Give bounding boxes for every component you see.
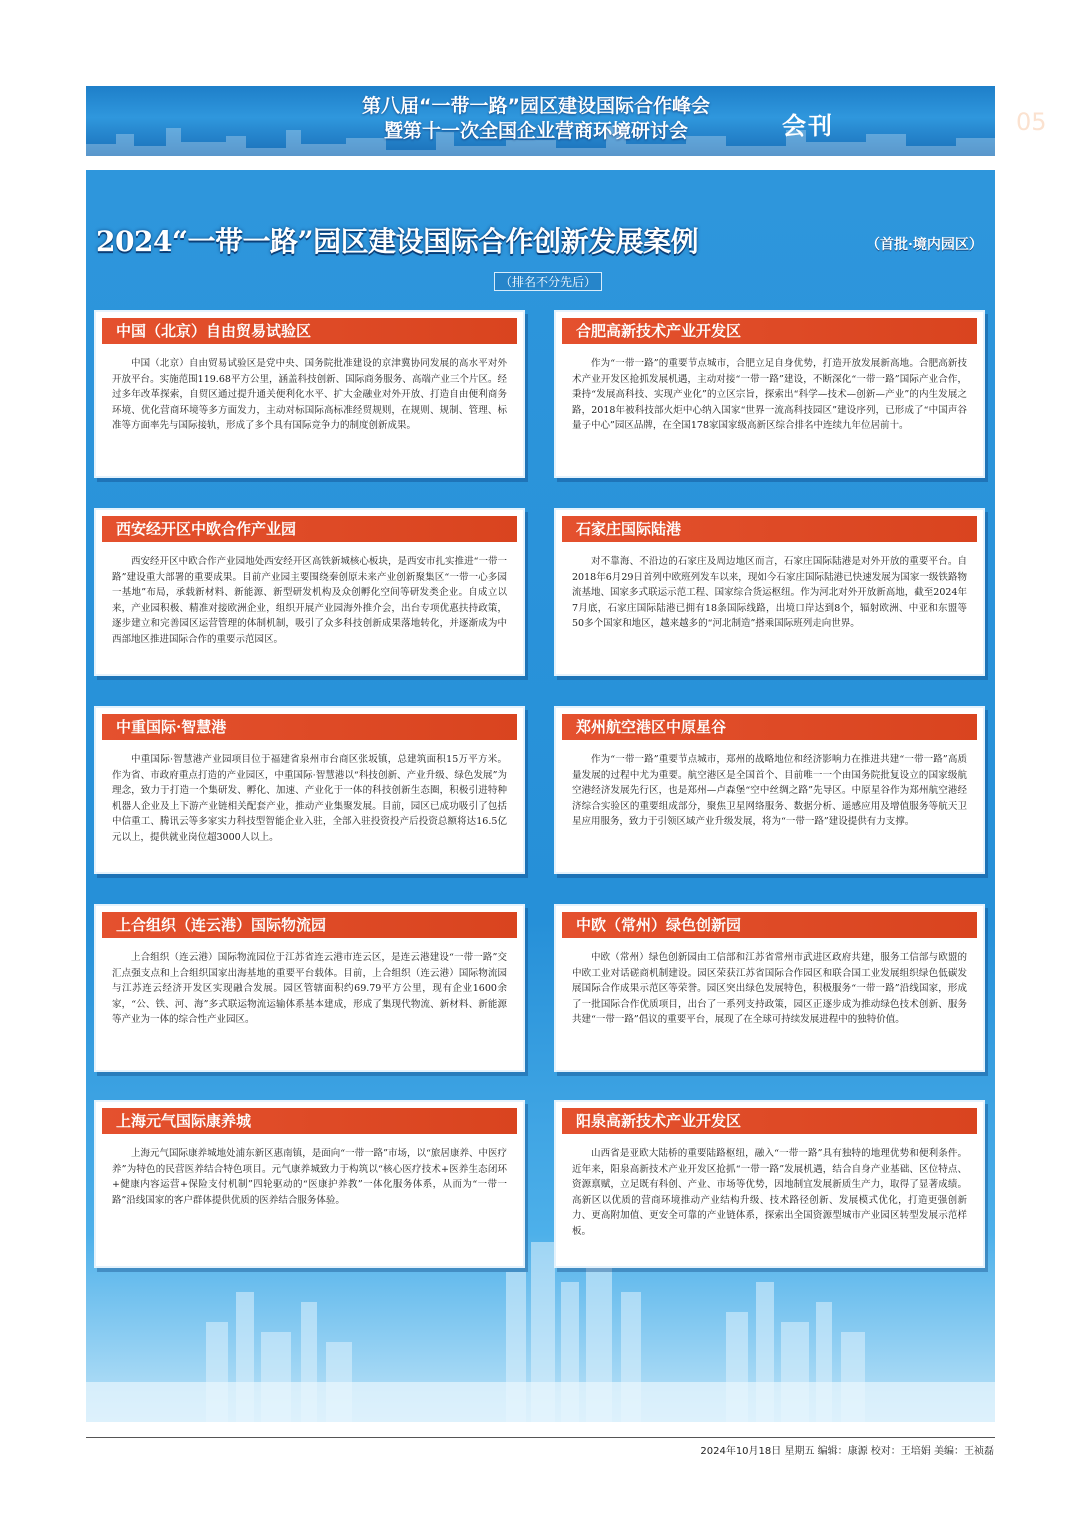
summit-title [296,94,776,144]
case-card-zhongzhong-smart-port [96,708,523,872]
case-title: 中重国际·智慧港 [102,714,517,740]
case-description: 上合组织（连云港）国际物流园位于江苏省连云港市连云区，是连云港建设“一带一路”交汇点强支点和上合组织国家出海基地的重要平台载体。目前，上合组织（连云港）国际物流园与江苏连云经济开发区实现融合发展。园区管辖面积约69.79平方公里，现有企业1600余家，“公、铁、河、海”多式联运物流运输体系基本建成，形成了集现代物流、新材料、新能源等产业为一体的综合性产业园区。 [112,952,507,1025]
poster-title-note: （首批·境内园区） [866,237,983,253]
case-card-zhengzhou-star-valley [556,708,983,872]
case-description: 中欧（常州）绿色创新园由工信部和江苏省常州市武进区政府共建，服务工信部与欧盟的中欧工业对话磋商机制建设。园区荣获江苏省国际合作园区和联合国工业发展组织绿色低碳发展国际合作成果示范区等荣誉。园区突出绿色发展特色，积极服务“一带一路”沿线国家，形成了一批国际合作优质项目，出台了一系列支持政策，园区正逐步成为推动绿色技术创新、服务共建“一带一路”倡议的重要平台，展现了在全球可持续发展进程中的独特价值。 [572,952,967,1025]
case-title: 中国（北京）自由贸易试验区 [102,318,517,344]
case-title: 西安经开区中欧合作产业园 [102,516,517,542]
summit-title-line2: 暨第十一次全国企业营商环境研讨会 [383,120,688,142]
case-title: 上合组织（连云港）国际物流园 [102,912,517,938]
case-description: 西安经开区中欧合作产业园地处西安经开区高铁新城核心板块，是西安市扎实推进“一带一路”建设重大部署的重要成果。目前产业园主要围绕秦创原未来产业创新聚集区“一带一心多园一基地”布局，承载新材料、新能源、新型研发机构及众创孵化空间等研发类企业。自成立以来，产业园积极、精准对接欧洲企业，组织开展产业园海外推介会，出台专项优惠扶持政策，逐步建立和完善园区运营管理的体制机制，吸引了众多科技创新成果落地转化，并逐渐成为中西部地区推进国际合作的重要示范园区。 [112,556,507,645]
case-card-shanghai-yuanqi [96,1102,523,1266]
footer-credits: 2024年10月18日 星期五 编辑：康源 校对：王培娟 美编：王祯磊 [700,1446,994,1457]
summit-title-line1: 第八届“一带一路”园区建设国际合作峰会 [362,95,710,117]
bulletin-label: 会刊 [782,111,834,140]
case-card-changzhou-green [556,906,983,1070]
case-title: 石家庄国际陆港 [562,516,977,542]
ranking-note: （排名不分先后） [494,272,602,291]
poster-title: 2024“一带一路”园区建设国际合作创新发展案例 [96,225,699,258]
case-card-xian-sino-eu [96,510,523,674]
masthead-banner [86,86,1047,156]
case-card-shijiazhuang-dryport [556,510,983,674]
case-title: 合肥高新技术产业开发区 [562,318,977,344]
case-card-beijing-ftz [96,312,523,476]
case-title: 阳泉高新技术产业开发区 [562,1108,977,1134]
case-description: 上海元气国际康养城地处浦东新区惠南镇，是面向“一带一路”市场，以“旅居康养、中医疗养”为特色的民营医养结合特色项目。元气康养城致力于构筑以“核心医疗技术+医养生态闭环+健康内容运营+保险支付机制”四轮驱动的“医康护养教”一体化服务体系，从而为“一带一路”沿线国家的客户群体提供优质的医养结合服务体验。 [112,1148,507,1206]
case-card-sco-lianyungang [96,906,523,1070]
case-title: 郑州航空港区中原星谷 [562,714,977,740]
case-description: 作为“一带一路”的重要节点城市，合肥立足自身优势，打造开放发展新高地。合肥高新技术产业开发区抢抓发展机遇，主动对接“一带一路”建设，不断深化“一带一路”国际产业合作，秉持“发展高科技、实现产业化”的立区宗旨，探索出“科学—技术—创新—产业”的内生发展之路，2018年被科技部火炬中心纳入国家“世界一流高科技园区”建设序列，已形成了“中国声谷 量子中心”园区品牌，在全国178家国家级高新区综合排名中连续九年位居前十。 [572,358,967,431]
case-description: 作为“一带一路”重要节点城市，郑州的战略地位和经济影响力在推进共建“一带一路”高质量发展的过程中尤为重要。航空港区是全国首个、目前唯一一个由国务院批复设立的国家级航空港经济发展先行区，也是郑州—卢森堡“空中丝绸之路”先导区。中原星谷作为郑州航空港经济综合实验区的重要组成部分，聚焦卫星网络服务、数据分析、遥感应用及增值服务等航天卫星应用服务，致力于引领区域产业升级发展，将为“一带一路”建设提供有力支撑。 [572,754,967,827]
case-poster [86,170,995,1422]
case-description: 对不靠海、不沿边的石家庄及周边地区而言，石家庄国际陆港是对外开放的重要平台。自2018年6月29日首列中欧班列发车以来，现如今石家庄国际陆港已快速发展为国家一级铁路物流基地、国家多式联运示范工程、国家综合货运枢纽。作为河北对外开放新高地，截至2024年7月底，石家庄国际陆港已拥有18条国际线路，出境口岸达到8个，辐射欧洲、中亚和东盟等50多个国家和地区，越来越多的“河北制造”搭乘国际班列走向世界。 [572,556,967,629]
case-card-yangquan-hitech [556,1102,983,1266]
case-title: 上海元气国际康养城 [102,1108,517,1134]
case-title: 中欧（常州）绿色创新园 [562,912,977,938]
case-description: 中重国际·智慧港产业园项目位于福建省泉州市台商区张坂镇，总建筑面积15万平方米。作为省、市政府重点打造的产业园区，中重国际·智慧港以“科技创新、产业升级、绿色发展”为理念，致力于打造一个集研发、孵化、加速、产业化于一体的科技创新生态圈，积极引进特种机器人企业及上下游产业链相关配套产业，推动产业集聚发展。目前，园区已成功吸引了包括中信重工、腾讯云等多家实力科技型智能企业入驻，全部入驻投资投产后投资总额将达16.5亿元以上，提供就业岗位超3000人以上。 [112,754,507,843]
footer-divider [86,1437,995,1438]
case-description: 山西省是亚欧大陆桥的重要陆路枢纽，融入“一带一路”具有独特的地理优势和便利条件。近年来，阳泉高新技术产业开发区抢抓“一带一路”发展机遇，结合自身产业基础、区位特点、资源禀赋，立足既有科创、产业、市场等优势，因地制宜发展新质生产力，取得了显著成绩。高新区以优质的营商环境推动产业结构升级、技术路径创新、发展模式优化，打造更强创新力、更高附加值、更安全可靠的产业链体系，探索出全国资源型城市产业园区转型发展示范样板。 [572,1148,967,1237]
case-card-hefei-hitech [556,312,983,476]
case-description: 中国（北京）自由贸易试验区是党中央、国务院批准建设的京津冀协同发展的高水平对外开放平台。实施范围119.68平方公里，涵盖科技创新、国际商务服务、高端产业三个片区。经过多年改革探索，自贸区通过提升通关便利化水平、扩大金融业对外开放、打造自由便利商务环境、优化营商环境等多方面发力，主动对标国际高标准经贸规则，在规则、规制、管理、标准等方面率先与国际接轨，形成了多个具有国际竞争力的制度创新成果。 [112,358,507,431]
page-number: 05 [1016,108,1047,136]
